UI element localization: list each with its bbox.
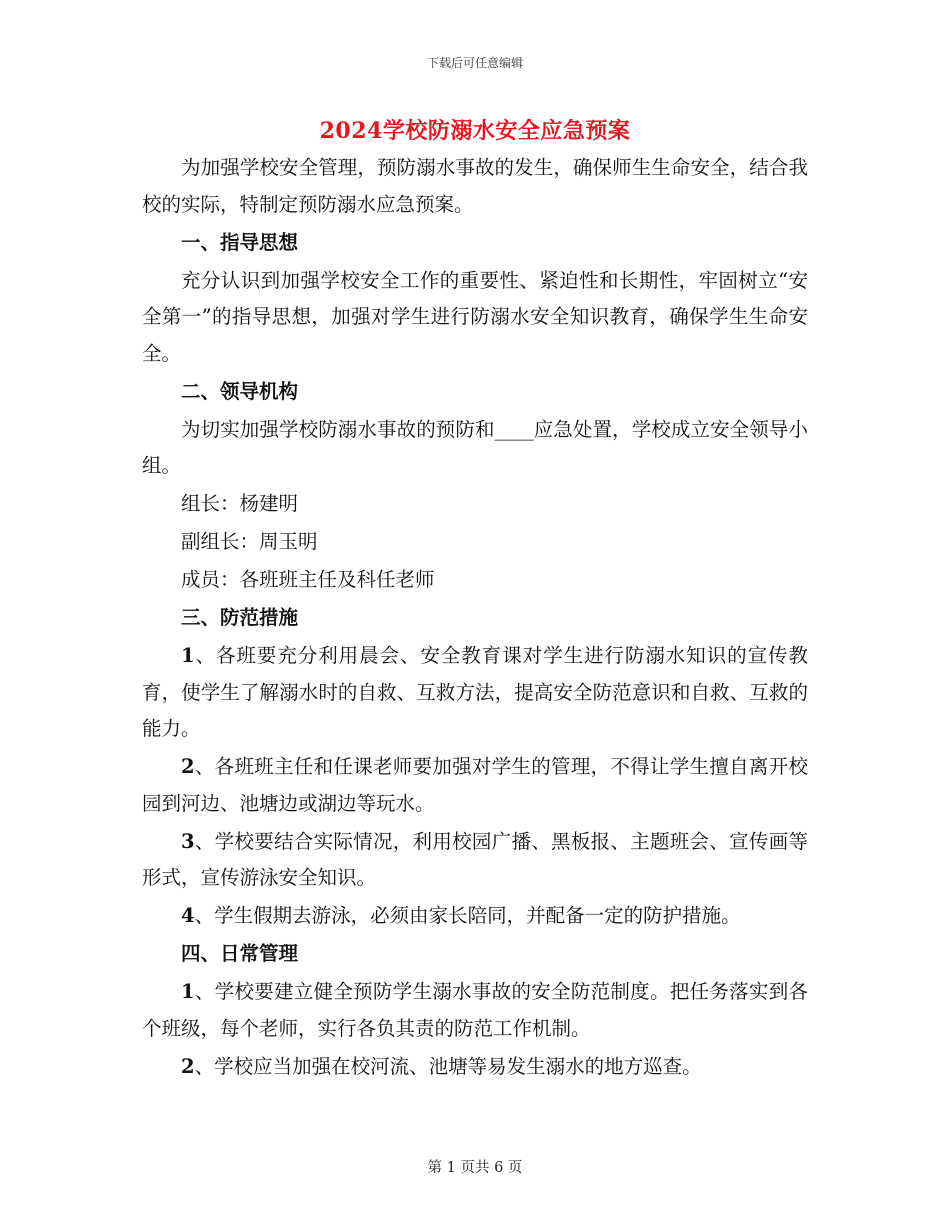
- document-title: 2024学校防溺水安全应急预案: [319, 118, 631, 144]
- section-heading: 三、防范措施: [181, 606, 299, 629]
- item-text: 、学生假期去游泳，必须由家长陪同，并配备一定的防护措施。: [194, 904, 741, 927]
- numbered-item: [142, 638, 808, 748]
- section-heading: 二、领导机构: [181, 379, 299, 403]
- item-number: 2: [181, 755, 195, 778]
- section-heading: 四、日常管理: [181, 942, 299, 965]
- numbered-item: [142, 898, 808, 935]
- item-text: 、各班班主任和任课老师要加强对学生的管理，不得让学生擅自离开校园到河边、池塘边或湖边等玩水。: [142, 755, 808, 815]
- item-text: 、学校应当加强在校河流、池塘等易发生溺水的地方巡查。: [194, 1054, 702, 1078]
- body-paragraph: 为切实加强学校防溺水事故的预防和____应急处置，学校成立安全领导小组。: [142, 417, 808, 477]
- body-paragraph: 组长：杨建明: [181, 492, 299, 515]
- body-paragraph: 成员：各班班主任及科任老师: [181, 568, 435, 591]
- body-paragraph: 为加强学校安全管理，预防溺水事故的发生，确保师生生命安全，结合我校的实际，特制定预防溺水应急预案。: [142, 156, 808, 216]
- item-number: 4: [181, 904, 195, 927]
- numbered-item: [142, 824, 808, 897]
- item-number: 2: [181, 1054, 195, 1078]
- item-text: 、学校要结合实际情况，利用校园广播、黑板报、主题班会、宣传画等形式，宣传游泳安全知识。: [142, 829, 808, 889]
- numbered-item: [142, 1049, 808, 1086]
- item-number: 1: [181, 980, 195, 1003]
- header-note: 下载后可任意编辑: [426, 56, 523, 70]
- numbered-item: [142, 749, 808, 822]
- body-paragraph: 充分认识到加强学校安全工作的重要性、紧迫性和长期性，牢固树立“安全第一”的指导思想，加强对学生进行防溺水安全知识教育，确保学生生命安全。: [142, 268, 808, 365]
- item-text: 、学校要建立健全预防学生溺水事故的安全防范制度。把任务落实到各个班级，每个老师，实行各负其责的防范工作机制。: [142, 980, 808, 1040]
- item-number: 1: [181, 644, 195, 667]
- document-body: [142, 150, 808, 1087]
- page-footer: 第 1 页共 6 页: [427, 1160, 523, 1176]
- section-heading: 一、指导思想: [181, 230, 299, 254]
- item-text: 、各班要充分利用晨会、安全教育课对学生进行防溺水知识的宣传教育，使学生了解溺水时的自救、互救方法，提高安全防范意识和自救、互救的能力。: [142, 644, 808, 740]
- numbered-item: [142, 974, 808, 1047]
- item-number: 3: [181, 829, 195, 853]
- body-paragraph: 副组长：周玉明: [181, 530, 318, 553]
